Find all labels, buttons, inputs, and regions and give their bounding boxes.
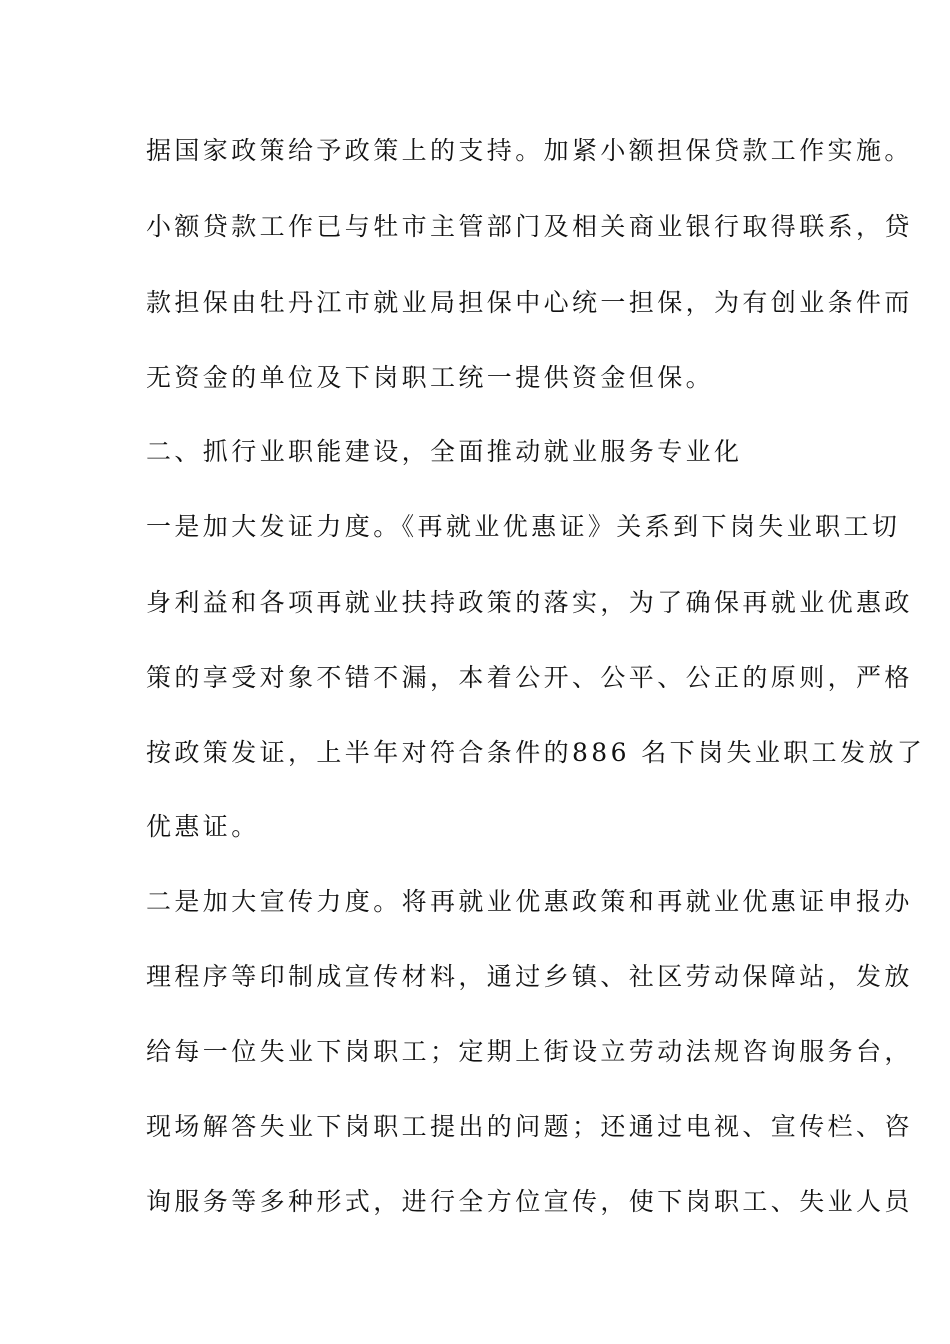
paragraph-line: 二是加大宣传力度。将再就业优惠政策和再就业优惠证申报办 (146, 887, 913, 916)
paragraph-line: 小额贷款工作已与牡市主管部门及相关商业银行取得联系，贷 (146, 212, 913, 241)
paragraph-line: 现场解答失业下岗职工提出的问题；还通过电视、宣传栏、咨 (146, 1112, 913, 1141)
section-heading: 二、抓行业职能建设，全面推动就业服务专业化 (146, 437, 743, 466)
paragraph-line: 优惠证。 (146, 812, 260, 841)
paragraph-line: 据国家政策给予政策上的支持。加紧小额担保贷款工作实施。 (146, 136, 913, 165)
paragraph-line: 一是加大发证力度。《再就业优惠证》关系到下岗失业职工切 (146, 512, 901, 541)
paragraph-line: 无资金的单位及下岗职工统一提供资金但保。 (146, 363, 715, 392)
paragraph-line: 策的享受对象不错不漏，本着公开、公平、公正的原则，严格 (146, 663, 913, 692)
paragraph-line: 询服务等多种形式，进行全方位宣传，使下岗职工、失业人员 (146, 1187, 913, 1216)
paragraph-line: 款担保由牡丹江市就业局担保中心统一担保，为有创业条件而 (146, 288, 913, 317)
paragraph-line: 给每一位失业下岗职工；定期上街设立劳动法规咨询服务台， (146, 1037, 913, 1066)
paragraph-line: 按政策发证，上半年对符合条件的886 名下岗失业职工发放了 (146, 738, 926, 767)
paragraph-line: 身利益和各项再就业扶持政策的落实，为了确保再就业优惠政 (146, 588, 913, 617)
paragraph-line: 理程序等印制成宣传材料，通过乡镇、社区劳动保障站，发放 (146, 962, 913, 991)
